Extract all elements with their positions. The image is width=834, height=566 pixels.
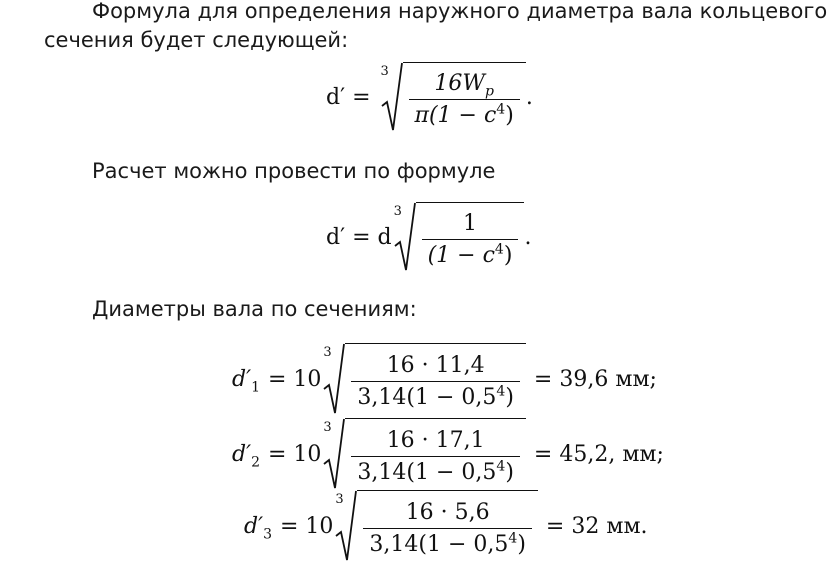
row3-lhs: d′	[244, 513, 264, 539]
eq2-fraction	[422, 211, 519, 268]
row1-result: = 39,6 мм;	[533, 366, 657, 392]
row2-result: = 45,2, мм;	[533, 441, 664, 467]
row2-numerator: 16 · 17,1	[386, 428, 485, 453]
row2-root-index: 3	[323, 420, 332, 435]
eq1-numerator: 16W	[434, 71, 485, 96]
row3-lhs-sub: 3	[263, 525, 272, 542]
equation-row-2	[232, 418, 664, 490]
equation-row-3	[244, 490, 648, 562]
row3-denominator-sup: 4	[508, 530, 518, 547]
text-calculation-formula: Расчет можно провести по формуле	[92, 159, 496, 183]
intro-line-1: Формула для определения наружного диаметра вала кольцевого	[92, 0, 828, 23]
row1-cube-root	[323, 343, 526, 415]
row3-denominator: 3,14(1 − 0,5	[369, 532, 509, 557]
row1-denominator-close: )	[505, 385, 514, 410]
row2-denominator-sup: 4	[496, 458, 506, 475]
row2-denominator: 3,14(1 − 0,5	[357, 460, 497, 485]
row3-cube-root	[335, 490, 538, 562]
row2-cube-root	[323, 418, 526, 490]
row1-denominator-sup: 4	[496, 383, 506, 400]
row3-fraction	[363, 500, 532, 557]
row3-result: = 32 мм.	[545, 513, 648, 539]
equation-outer-diameter	[326, 62, 533, 132]
row1-root-index: 3	[323, 345, 332, 360]
row3-root-index: 3	[335, 492, 344, 507]
eq2-denominator-close: )	[503, 243, 513, 268]
row1-fraction	[351, 353, 520, 410]
row2-multiplier: = 10	[268, 441, 322, 467]
equation-row-1	[232, 343, 657, 415]
row1-denominator: 3,14(1 − 0,5	[357, 385, 497, 410]
eq2-cube-root	[394, 202, 525, 272]
row1-multiplier: = 10	[268, 366, 322, 392]
text-section-diameters: Диаметры вала по сечениям:	[92, 297, 417, 321]
eq1-denominator-sup: 4	[496, 101, 506, 118]
eq2-denominator-sup: 4	[494, 241, 504, 258]
row2-lhs: d′	[232, 441, 252, 467]
row2-fraction	[351, 428, 520, 485]
row3-denominator-close: )	[517, 532, 526, 557]
row3-numerator: 16 · 5,6	[405, 500, 490, 525]
eq2-numerator: 1	[463, 211, 478, 236]
row1-lhs: d′	[232, 366, 252, 392]
row2-denominator-close: )	[505, 460, 514, 485]
eq2-denominator: (1 − c	[427, 243, 495, 268]
eq1-denominator: π(1 − c	[414, 103, 497, 128]
row1-numerator: 16 · 11,4	[386, 353, 485, 378]
eq1-numerator-sub: p	[484, 83, 494, 100]
row1-lhs-sub: 1	[251, 378, 260, 395]
eq1-fraction	[409, 71, 520, 128]
eq2-period: .	[524, 224, 532, 250]
eq2-lhs: d′ = d	[326, 224, 392, 250]
row2-lhs-sub: 2	[251, 453, 260, 470]
equation-ratio-formula	[326, 202, 531, 272]
eq1-period: .	[525, 84, 533, 110]
intro-line-2: сечения будет следующей:	[44, 28, 349, 52]
eq1-denominator-close: )	[505, 103, 514, 128]
eq1-lhs: d′ =	[326, 84, 371, 110]
eq1-cube-root	[381, 62, 526, 132]
eq2-root-index: 3	[393, 204, 402, 219]
eq1-root-index: 3	[380, 64, 389, 79]
row3-multiplier: = 10	[280, 513, 334, 539]
